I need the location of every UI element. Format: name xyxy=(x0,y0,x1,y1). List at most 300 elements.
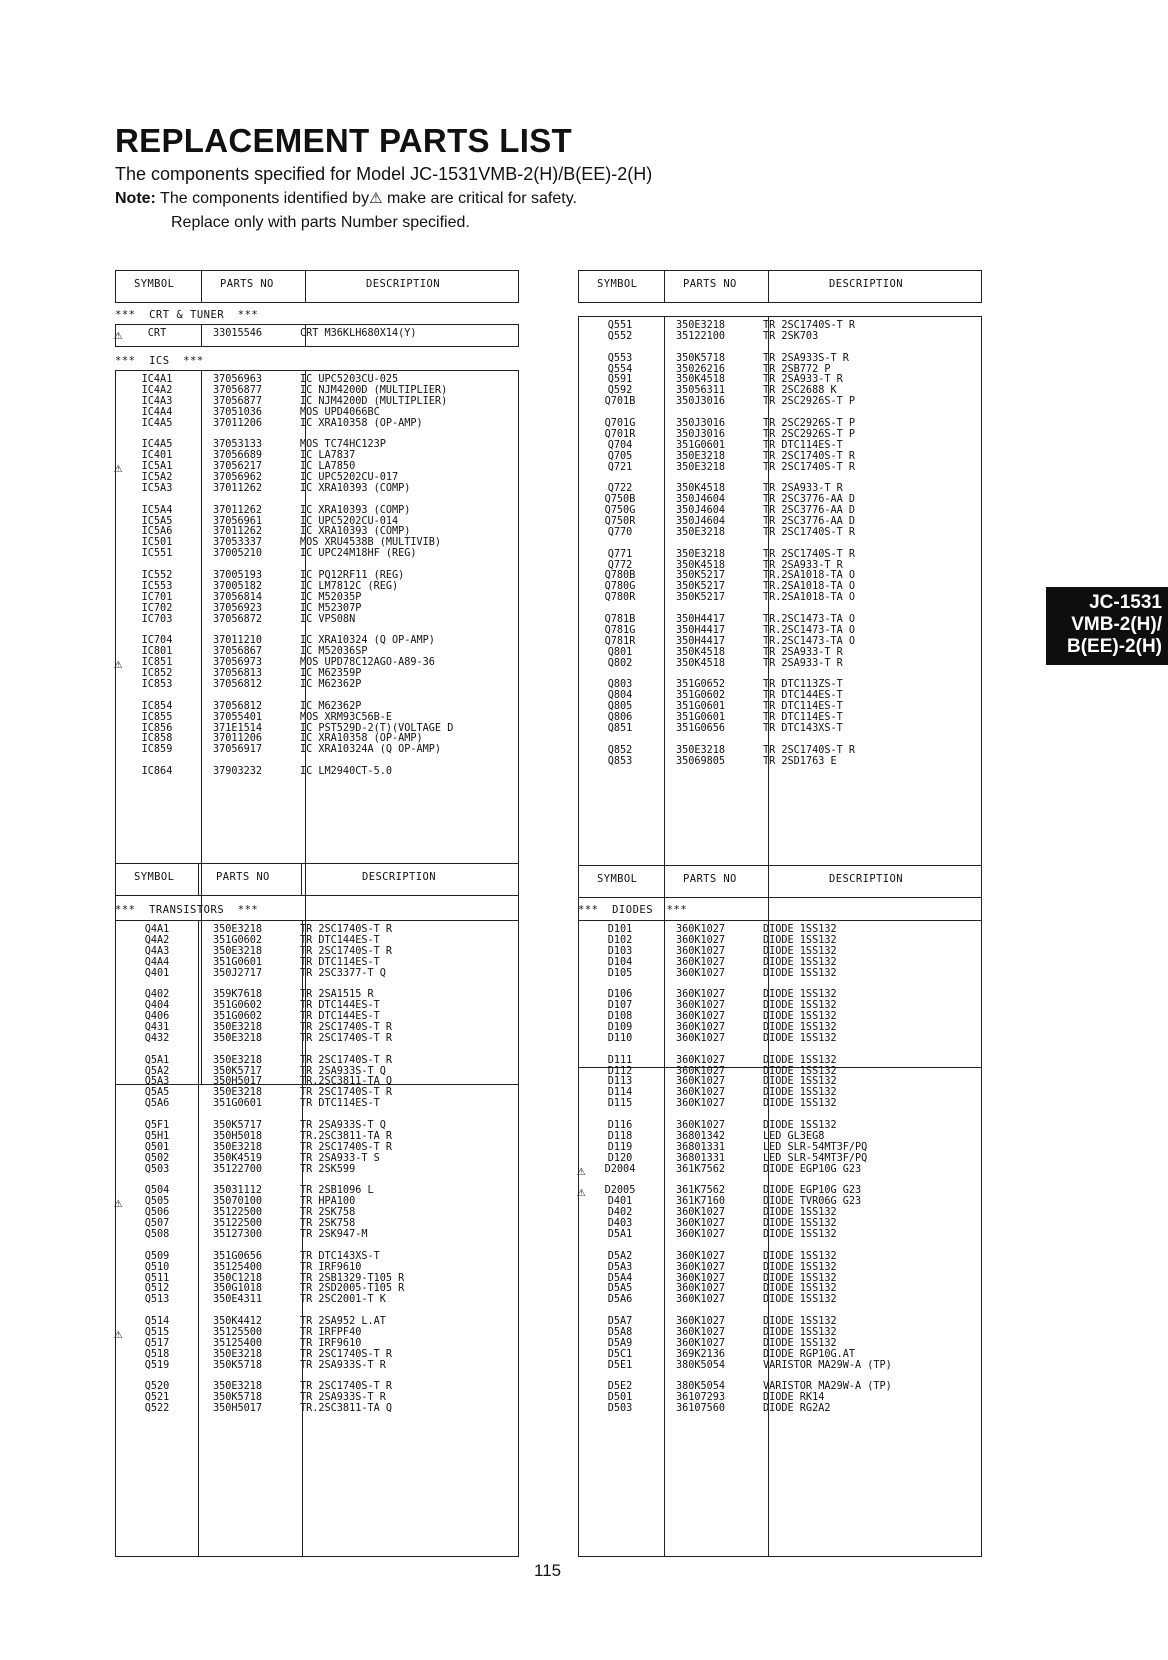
part-number: 360K1027 xyxy=(676,1087,726,1099)
part-description: TR 2SC3776-AA D xyxy=(763,505,856,517)
part-number: 350K4518 xyxy=(676,657,726,669)
part-description: IC XRA10324 (Q OP-AMP) xyxy=(300,635,435,647)
part-number: 351G0601 xyxy=(213,1098,263,1110)
part-description: DIODE 1SS132 xyxy=(763,1032,837,1044)
part-symbol: Q4A2 xyxy=(144,934,170,946)
part-description: IC LA7850 xyxy=(300,461,356,473)
part-description: TR DTC143XS-T xyxy=(300,1250,380,1262)
table-row xyxy=(116,615,518,626)
part-number: 37011206 xyxy=(213,417,263,429)
part-symbol: Q507 xyxy=(144,1218,170,1230)
table-row xyxy=(116,702,518,713)
table-row xyxy=(116,1165,518,1176)
table-row xyxy=(579,1230,981,1241)
part-description: DIODE 1SS132 xyxy=(763,1098,837,1110)
part-symbol: D5E1 xyxy=(607,1359,633,1371)
part-symbol: Q511 xyxy=(144,1272,170,1284)
part-symbol: D101 xyxy=(607,924,633,935)
table-row xyxy=(579,724,981,735)
part-description: TR 2SK703 xyxy=(763,330,819,342)
part-description: IC M52035P xyxy=(300,591,362,603)
part-number: 350E3218 xyxy=(676,744,726,756)
part-number: 350K4519 xyxy=(213,1152,263,1164)
part-symbol: CRT xyxy=(147,328,167,339)
part-number: 35127300 xyxy=(213,1228,263,1240)
part-description: TR 2SC2688 K xyxy=(763,385,837,397)
part-description: DIODE RG2A2 xyxy=(763,1403,831,1415)
part-number: 36107560 xyxy=(676,1403,726,1415)
part-symbol: D2004 xyxy=(604,1163,636,1175)
header-symbol: SYMBOL xyxy=(597,278,638,290)
part-description: IC XRA10358 (OP-AMP) xyxy=(300,733,423,745)
part-number: 360K1027 xyxy=(676,1261,726,1273)
part-number: 360K1027 xyxy=(676,1337,726,1349)
part-description: DIODE 1SS132 xyxy=(763,1065,837,1077)
part-number: 360K1027 xyxy=(676,945,726,957)
part-symbol: Q750R xyxy=(604,516,636,528)
part-number: 350C1218 xyxy=(213,1272,263,1284)
part-symbol: D102 xyxy=(607,934,633,946)
part-description: TR 2SC1740S-T R xyxy=(300,1032,393,1044)
part-number: 350K5717 xyxy=(213,1065,263,1077)
table-row xyxy=(579,648,981,659)
part-description: IC UPC24M18HF (REG) xyxy=(300,548,417,560)
part-symbol: D118 xyxy=(607,1130,633,1142)
part-description: IC NJM4200D (MULTIPLIER) xyxy=(300,384,448,396)
part-symbol: IC701 xyxy=(141,591,173,603)
part-description: IC UPC5202CU-017 xyxy=(300,472,399,484)
part-number: 37056973 xyxy=(213,657,263,669)
part-symbol: Q518 xyxy=(144,1348,170,1360)
part-symbol: IC553 xyxy=(141,580,173,592)
part-symbol: Q5A6 xyxy=(144,1098,170,1110)
table-row xyxy=(579,1350,981,1361)
part-symbol: D109 xyxy=(607,1022,633,1034)
part-number: 350K4518 xyxy=(676,374,726,386)
table-row xyxy=(116,713,518,724)
part-symbol: Q805 xyxy=(607,701,633,713)
part-number: 36801331 xyxy=(676,1141,726,1153)
part-number: 360K1027 xyxy=(676,1032,726,1044)
part-symbol: Q780R xyxy=(604,592,636,604)
table-block xyxy=(115,324,519,347)
part-number: 350J3016 xyxy=(676,396,726,408)
header-symbol: SYMBOL xyxy=(134,278,175,290)
part-symbol: IC859 xyxy=(141,744,173,756)
table-row xyxy=(116,506,518,517)
part-number: 350K5718 xyxy=(213,1392,263,1404)
table-row xyxy=(116,604,518,615)
part-description: TR 2SC1740S-T R xyxy=(763,450,856,462)
part-number: 35031112 xyxy=(213,1185,263,1197)
part-symbol: IC703 xyxy=(141,613,173,625)
part-description: DIODE TVR06G G23 xyxy=(763,1196,862,1208)
warning-triangle-icon: ⚠ xyxy=(114,1325,123,1342)
part-number: 350E3218 xyxy=(213,1032,263,1044)
part-description: DIODE 1SS132 xyxy=(763,989,837,1001)
part-description: TR 2SC1740S-T R xyxy=(300,924,393,935)
part-symbol: D114 xyxy=(607,1087,633,1099)
part-symbol: Q780B xyxy=(604,570,636,582)
part-symbol: D120 xyxy=(607,1152,633,1164)
part-number: 360K1027 xyxy=(676,1000,726,1012)
part-number: 37056877 xyxy=(213,395,263,407)
page-title: REPLACEMENT PARTS LIST xyxy=(115,122,572,159)
header-symbol: SYMBOL xyxy=(134,871,175,883)
part-symbol: Q521 xyxy=(144,1392,170,1404)
table-row xyxy=(116,408,518,419)
part-description: DIODE 1SS132 xyxy=(763,934,837,946)
part-description: TR 2SA933-T R xyxy=(763,559,843,571)
part-number: 361K7562 xyxy=(676,1185,726,1197)
part-number: 37056217 xyxy=(213,461,263,473)
part-symbol: IC855 xyxy=(141,711,173,723)
part-symbol: Q851 xyxy=(607,722,633,734)
part-description: TR 2SC1740S-T R xyxy=(763,548,856,560)
part-number: 37056812 xyxy=(213,678,263,690)
part-number: 380K5054 xyxy=(676,1381,726,1393)
part-symbol: Q806 xyxy=(607,712,633,724)
part-description: TR 2SC1740S-T R xyxy=(300,1381,393,1393)
part-number: 35069805 xyxy=(676,755,726,767)
part-symbol: IC5A5 xyxy=(141,515,173,527)
part-symbol: Q503 xyxy=(144,1163,170,1175)
section-title: *** CRT & TUNER *** xyxy=(115,309,259,321)
part-number: 35125400 xyxy=(213,1261,263,1273)
part-symbol: D5A2 xyxy=(607,1250,633,1262)
part-symbol: Q780G xyxy=(604,581,636,593)
warning-triangle-icon: ⚠ xyxy=(114,460,123,477)
part-symbol: Q5A5 xyxy=(144,1087,170,1099)
table-row xyxy=(577,1162,981,1179)
part-number: 350K5217 xyxy=(676,570,726,582)
part-description: DIODE 1SS132 xyxy=(763,1054,837,1066)
part-number: 360K1027 xyxy=(676,1022,726,1034)
part-symbol: D112 xyxy=(607,1065,633,1077)
part-number: 37056963 xyxy=(213,374,263,385)
part-description: DIODE RGP10G.AT xyxy=(763,1348,856,1360)
part-symbol: IC552 xyxy=(141,570,173,582)
part-symbol: Q771 xyxy=(607,548,633,560)
part-number: 37051036 xyxy=(213,406,263,418)
part-description: TR DTC144ES-T xyxy=(300,1000,380,1012)
part-description: TR 2SC2001-T K xyxy=(300,1294,386,1306)
part-description: DIODE 1SS132 xyxy=(763,1076,837,1088)
part-number: 351G0602 xyxy=(213,1011,263,1023)
part-number: 350E4311 xyxy=(213,1294,263,1306)
part-symbol: IC501 xyxy=(141,537,173,549)
header-description: DESCRIPTION xyxy=(829,278,903,290)
part-number: 360K1027 xyxy=(676,956,726,968)
table-row xyxy=(579,958,981,969)
part-number: 360K1027 xyxy=(676,1207,726,1219)
warning-triangle-icon: ⚠ xyxy=(369,190,383,207)
part-number: 350J4604 xyxy=(676,516,726,528)
note-label: Note: xyxy=(115,190,156,207)
part-symbol: D105 xyxy=(607,967,633,979)
part-number: 360K1027 xyxy=(676,1218,726,1230)
part-number: 361K7562 xyxy=(676,1163,726,1175)
warning-triangle-icon: ⚠ xyxy=(114,327,123,343)
part-number: 360K1027 xyxy=(676,934,726,946)
note-text-before: The components identified by xyxy=(160,190,370,207)
part-symbol: Q514 xyxy=(144,1316,170,1328)
part-number: 359K7618 xyxy=(213,989,263,1001)
part-description: IC LM7812C (REG) xyxy=(300,580,399,592)
part-symbol: Q432 xyxy=(144,1032,170,1044)
table-row xyxy=(116,1056,518,1067)
part-number: 360K1027 xyxy=(676,1250,726,1262)
part-symbol: D5A8 xyxy=(607,1326,633,1338)
part-number: 350E3218 xyxy=(676,548,726,560)
part-description: IC PST529D-2(T)(VOLTAGE D xyxy=(300,722,454,734)
part-description: IC M62359P xyxy=(300,668,362,680)
part-description: IC LA7837 xyxy=(300,450,356,462)
part-number: 361K7160 xyxy=(676,1196,726,1208)
part-symbol: Q506 xyxy=(144,1207,170,1219)
table-row xyxy=(116,1404,518,1415)
table-row xyxy=(116,1099,518,1110)
table-row xyxy=(579,550,981,561)
part-description: TR 2SB772 P xyxy=(763,363,831,375)
part-number: 37056872 xyxy=(213,613,263,625)
part-description: TR 2SK758 xyxy=(300,1207,356,1219)
table-row xyxy=(579,463,981,474)
part-description: DIODE 1SS132 xyxy=(763,1022,837,1034)
part-symbol: D106 xyxy=(607,989,633,1001)
part-description: TR 2SB1329-T105 R xyxy=(300,1272,405,1284)
table-row xyxy=(579,1263,981,1274)
part-description: TR 2SC1740S-T R xyxy=(300,1054,393,1066)
part-symbol: IC854 xyxy=(141,700,173,712)
part-description: DIODE EGP10G G23 xyxy=(763,1163,862,1175)
part-description: MOS XRU4538B (MULTIVIB) xyxy=(300,537,442,549)
part-description: TR 2SK947-M xyxy=(300,1228,368,1240)
part-symbol: Q5A3 xyxy=(144,1076,170,1088)
part-number: 37011262 xyxy=(213,526,263,538)
part-number: 360K1027 xyxy=(676,1283,726,1295)
part-number: 37903232 xyxy=(213,766,263,778)
part-description: IC M52307P xyxy=(300,602,362,614)
part-number: 350E3218 xyxy=(213,1348,263,1360)
part-symbol: D5A6 xyxy=(607,1294,633,1306)
part-description: IC NJM4200D (MULTIPLIER) xyxy=(300,395,448,407)
part-symbol: IC856 xyxy=(141,722,173,734)
part-symbol: Q404 xyxy=(144,1000,170,1012)
part-number: 36801342 xyxy=(676,1130,726,1142)
part-description: TR 2SA933S-T R xyxy=(300,1392,386,1404)
part-symbol: Q5A2 xyxy=(144,1065,170,1077)
part-symbol: IC4A3 xyxy=(141,395,173,407)
table-row xyxy=(579,528,981,539)
part-description: TR 2SB1096 L xyxy=(300,1185,374,1197)
part-number: 350E3218 xyxy=(676,461,726,473)
part-description: IC UPC5202CU-014 xyxy=(300,515,399,527)
part-symbol: D503 xyxy=(607,1403,633,1415)
part-description: TR.2SC3811-TA Q xyxy=(300,1403,393,1415)
table-block xyxy=(578,920,982,1557)
part-symbol: Q520 xyxy=(144,1381,170,1393)
part-description: TR 2SC2926S-T P xyxy=(763,418,856,430)
part-number: 350H5018 xyxy=(213,1130,263,1142)
part-number: 37055401 xyxy=(213,711,263,723)
part-description: TR 2SA933-T R xyxy=(763,657,843,669)
part-symbol: Q508 xyxy=(144,1228,170,1240)
table-row xyxy=(579,452,981,463)
table-row xyxy=(116,680,518,691)
part-symbol: IC5A1 xyxy=(141,461,173,473)
part-description: DIODE 1SS132 xyxy=(763,1250,837,1262)
part-number: 37053133 xyxy=(213,439,263,451)
part-description: CRT M36KLH680X14(Y) xyxy=(300,328,417,339)
part-symbol: IC5A6 xyxy=(141,526,173,538)
part-description: TR 2SC3776-AA D xyxy=(763,494,856,506)
part-number: 37056867 xyxy=(213,646,263,658)
part-symbol: Q509 xyxy=(144,1250,170,1262)
part-symbol: Q4A4 xyxy=(144,956,170,968)
part-description: TR 2SC3776-AA D xyxy=(763,516,856,528)
part-description: TR 2SC1740S-T R xyxy=(763,461,856,473)
table-row xyxy=(579,746,981,757)
part-symbol: IC4A1 xyxy=(141,374,173,385)
part-symbol: Q802 xyxy=(607,657,633,669)
part-number: 37005193 xyxy=(213,570,263,582)
part-description: DIODE 1SS132 xyxy=(763,1087,837,1099)
table-row xyxy=(114,327,518,343)
warning-triangle-icon: ⚠ xyxy=(577,1184,586,1201)
table-row xyxy=(579,1154,981,1165)
part-symbol: Q5H1 xyxy=(144,1130,170,1142)
part-number: 360K1027 xyxy=(676,1294,726,1306)
part-description: TR 2SC1740S-T R xyxy=(300,1141,393,1153)
table-row xyxy=(579,659,981,670)
part-description: DIODE 1SS132 xyxy=(763,1337,837,1349)
part-symbol: Q517 xyxy=(144,1337,170,1349)
part-number: 350H4417 xyxy=(676,614,726,626)
part-description: TR 2SA933S-T Q xyxy=(300,1120,386,1132)
part-number: 351G0601 xyxy=(676,701,726,713)
part-symbol: Q552 xyxy=(607,330,633,342)
part-number: 37056814 xyxy=(213,591,263,603)
part-number: 37005210 xyxy=(213,548,263,560)
part-description: DIODE 1SS132 xyxy=(763,1228,837,1240)
part-description: TR 2SC1740S-T R xyxy=(300,1022,393,1034)
part-symbol: IC5A2 xyxy=(141,472,173,484)
table-block xyxy=(115,920,519,1557)
part-number: 351G0601 xyxy=(213,956,263,968)
table-row xyxy=(116,1361,518,1372)
table-row xyxy=(116,1252,518,1263)
header-description: DESCRIPTION xyxy=(829,873,903,885)
part-description: VARISTOR MA29W-A (TP) xyxy=(763,1381,892,1393)
part-description: IC M52036SP xyxy=(300,646,368,658)
part-symbol: Q402 xyxy=(144,989,170,1001)
part-symbol: Q781B xyxy=(604,614,636,626)
part-number: 360K1027 xyxy=(676,1326,726,1338)
part-number: 37056923 xyxy=(213,602,263,614)
part-description: DIODE 1SS132 xyxy=(763,1000,837,1012)
part-number: 350J4604 xyxy=(676,505,726,517)
part-description: TR 2SC1740S-T R xyxy=(763,526,856,538)
part-symbol: D116 xyxy=(607,1120,633,1132)
part-symbol: Q406 xyxy=(144,1011,170,1023)
table-row xyxy=(579,1034,981,1045)
part-number: 350K5718 xyxy=(676,352,726,364)
table-row xyxy=(579,1361,981,1372)
part-description: MOS TC74HC123P xyxy=(300,439,386,451)
part-description: DIODE 1SS132 xyxy=(763,1218,837,1230)
part-number: 37011206 xyxy=(213,733,263,745)
part-description: TR DTC114ES-T xyxy=(763,712,843,724)
table-row xyxy=(579,757,981,768)
part-symbol: D119 xyxy=(607,1141,633,1153)
table-header xyxy=(578,865,982,898)
part-number: 350K4518 xyxy=(676,483,726,495)
header-parts-no: PARTS NO xyxy=(683,873,737,885)
part-number: 37011262 xyxy=(213,504,263,516)
part-symbol: IC4A2 xyxy=(141,384,173,396)
table-row xyxy=(116,1350,518,1361)
part-symbol: IC551 xyxy=(141,548,173,560)
part-description: VARISTOR MA29W-A (TP) xyxy=(763,1359,892,1371)
part-number: 350E3218 xyxy=(676,320,726,331)
part-symbol: Q522 xyxy=(144,1403,170,1415)
part-description: TR 2SA933S-T Q xyxy=(300,1065,386,1077)
part-symbol: Q804 xyxy=(607,690,633,702)
table-row xyxy=(579,332,981,343)
part-symbol: D501 xyxy=(607,1392,633,1404)
table-row xyxy=(116,767,518,778)
part-description: TR DTC114ES-T xyxy=(300,956,380,968)
part-symbol: Q705 xyxy=(607,450,633,462)
part-number: 351G0602 xyxy=(676,690,726,702)
part-symbol: Q501 xyxy=(144,1141,170,1153)
part-symbol: D103 xyxy=(607,945,633,957)
part-symbol: Q781G xyxy=(604,624,636,636)
part-number: 351G0601 xyxy=(676,712,726,724)
part-description: LED GL3EG8 xyxy=(763,1130,825,1142)
part-description: TR 2SK599 xyxy=(300,1163,356,1175)
warning-triangle-icon: ⚠ xyxy=(114,1195,123,1212)
part-description: TR 2SC2926S-T P xyxy=(763,428,856,440)
part-symbol: IC4A5 xyxy=(141,439,173,451)
table-row xyxy=(116,1154,518,1165)
part-description: DIODE 1SS132 xyxy=(763,956,837,968)
part-number: 360K1027 xyxy=(676,924,726,935)
part-description: IC XRA10324A (Q OP-AMP) xyxy=(300,744,442,756)
part-description: DIODE 1SS132 xyxy=(763,1011,837,1023)
part-description: TR DTC143XS-T xyxy=(763,722,843,734)
page-subtitle: The components specified for Model JC-1531VMB-2(H)/B(EE)-2(H) xyxy=(115,164,653,184)
part-symbol: IC4A4 xyxy=(141,406,173,418)
part-description: TR 2SD2005-T105 R xyxy=(300,1283,405,1295)
part-description: DIODE 1SS132 xyxy=(763,1326,837,1338)
part-number: 37005182 xyxy=(213,580,263,592)
part-number: 380K5054 xyxy=(676,1359,726,1371)
part-symbol: IC853 xyxy=(141,678,173,690)
part-symbol: D111 xyxy=(607,1054,633,1066)
part-description: TR 2SA933-T R xyxy=(763,646,843,658)
part-description: TR 2SA933-T R xyxy=(763,483,843,495)
part-description: DIODE 1SS132 xyxy=(763,967,837,979)
part-description: TR.2SC1473-TA O xyxy=(763,635,856,647)
part-description: IC UPC5203CU-025 xyxy=(300,374,399,385)
part-number: 360K1027 xyxy=(676,1011,726,1023)
table-row xyxy=(579,397,981,408)
part-number: 350H4417 xyxy=(676,624,726,636)
part-number: 350H4417 xyxy=(676,635,726,647)
part-description: DIODE 1SS132 xyxy=(763,1283,837,1295)
